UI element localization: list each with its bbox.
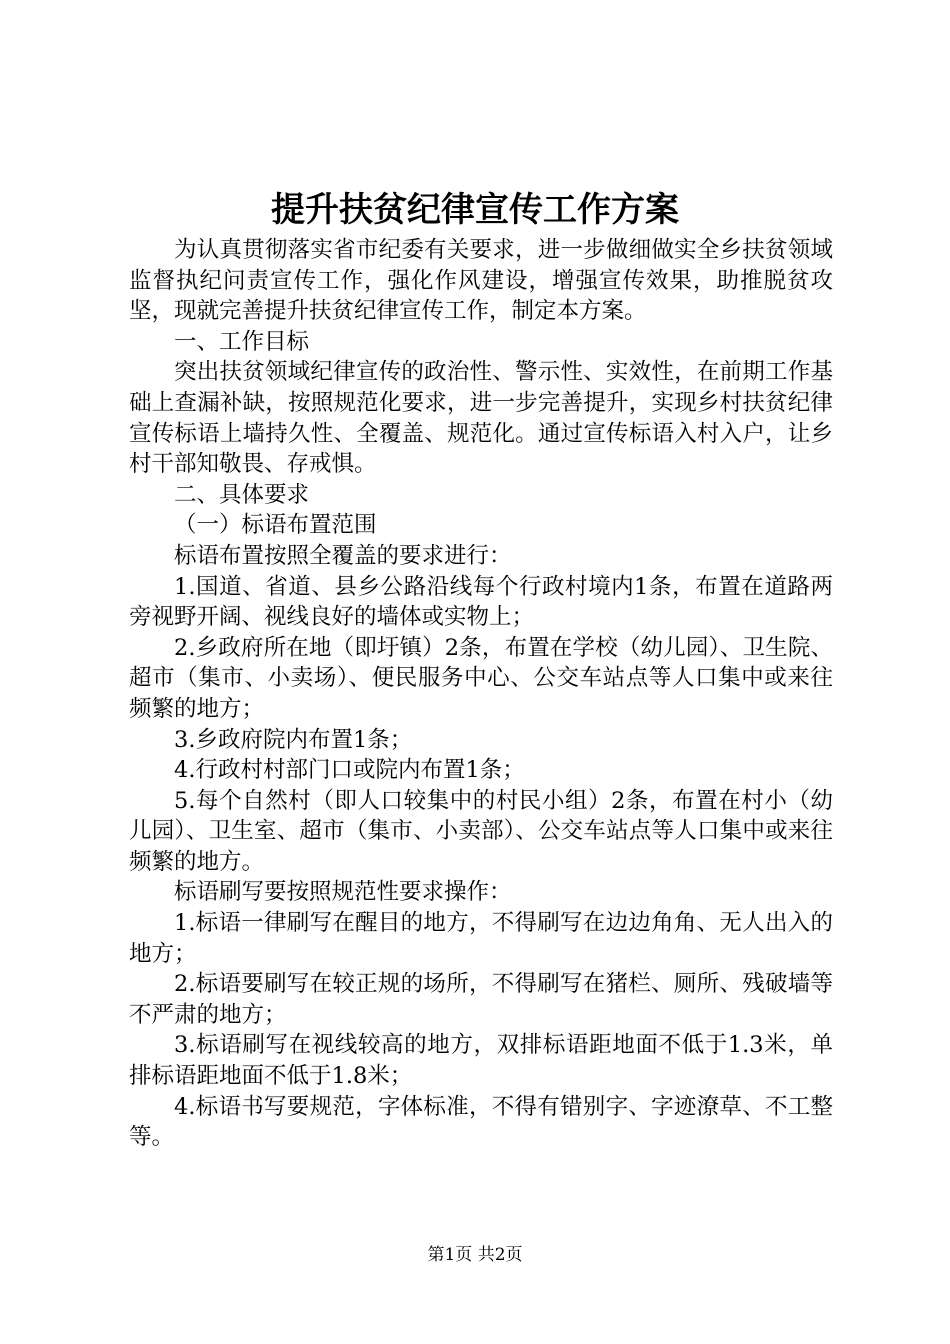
- subsection-heading-scope: （一）标语布置范围: [174, 512, 377, 539]
- list-item-scope-5: 5.每个自然村（即人口较集中的村民小组）2条，布置在村小（幼儿园）、卫生室、超市（集市、小卖部）、公交车站点等人口集中或来往频繁的地方。: [129, 787, 833, 875]
- list-item-scope-1: 1.国道、省道、县乡公路沿线每个行政村境内1条，布置在道路两旁视野开阔、视线良好的墙体或实物上；: [129, 573, 833, 631]
- list-item-scope-4: 4.行政村村部门口或院内布置1条；: [174, 757, 525, 784]
- list-item-scope-2: 2.乡政府所在地（即圩镇）2条，布置在学校（幼儿园）、卫生院、超市（集市、小卖场）、便民服务中心、公交车站点等人口集中或来往频繁的地方；: [129, 634, 833, 722]
- paragraph-goals: 突出扶贫领域纪律宣传的政治性、警示性、实效性，在前期工作基础上查漏补缺，按照规范化要求，进一步完善提升，实现乡村扶贫纪律宣传标语上墙持久性、全覆盖、规范化。通过宣传标语入村入户，让乡村干部知敬畏、存戒惧。: [129, 359, 833, 478]
- list-item-writing-2: 2.标语要刷写在较正规的场所，不得刷写在猪栏、厕所、残破墙等不严肃的地方；: [129, 971, 833, 1028]
- list-item-scope-3: 3.乡政府院内布置1条；: [174, 726, 413, 753]
- list-item-writing-1: 1.标语一律刷写在醒目的地方，不得刷写在边边角角、无人出入的地方；: [129, 910, 833, 967]
- paragraph-writing-lead: 标语刷写要按照规范性要求操作：: [174, 879, 512, 906]
- page-number-footer: 第1页 共2页: [427, 1245, 523, 1265]
- document-title: 提升扶贫纪律宣传工作方案: [271, 190, 679, 230]
- list-item-writing-3: 3.标语刷写在视线较高的地方，双排标语距地面不低于1.3米，单排标语距地面不低于1.8米；: [129, 1032, 833, 1090]
- document-body: [129, 235, 833, 1153]
- paragraph-scope-lead: 标语布置按照全覆盖的要求进行：: [174, 542, 512, 569]
- list-item-writing-4: 4.标语书写要规范，字体标准，不得有错别字、字迹潦草、不工整等。: [129, 1093, 833, 1151]
- section-heading-goals: 一、工作目标: [174, 328, 310, 355]
- paragraph-intro: 为认真贯彻落实省市纪委有关要求，进一步做细做实全乡扶贫领域监督执纪问责宣传工作，强化作风建设，增强宣传效果，助推脱贫攻坚，现就完善提升扶贫纪律宣传工作，制定本方案。: [129, 237, 833, 325]
- section-heading-requirements: 二、具体要求: [174, 481, 310, 508]
